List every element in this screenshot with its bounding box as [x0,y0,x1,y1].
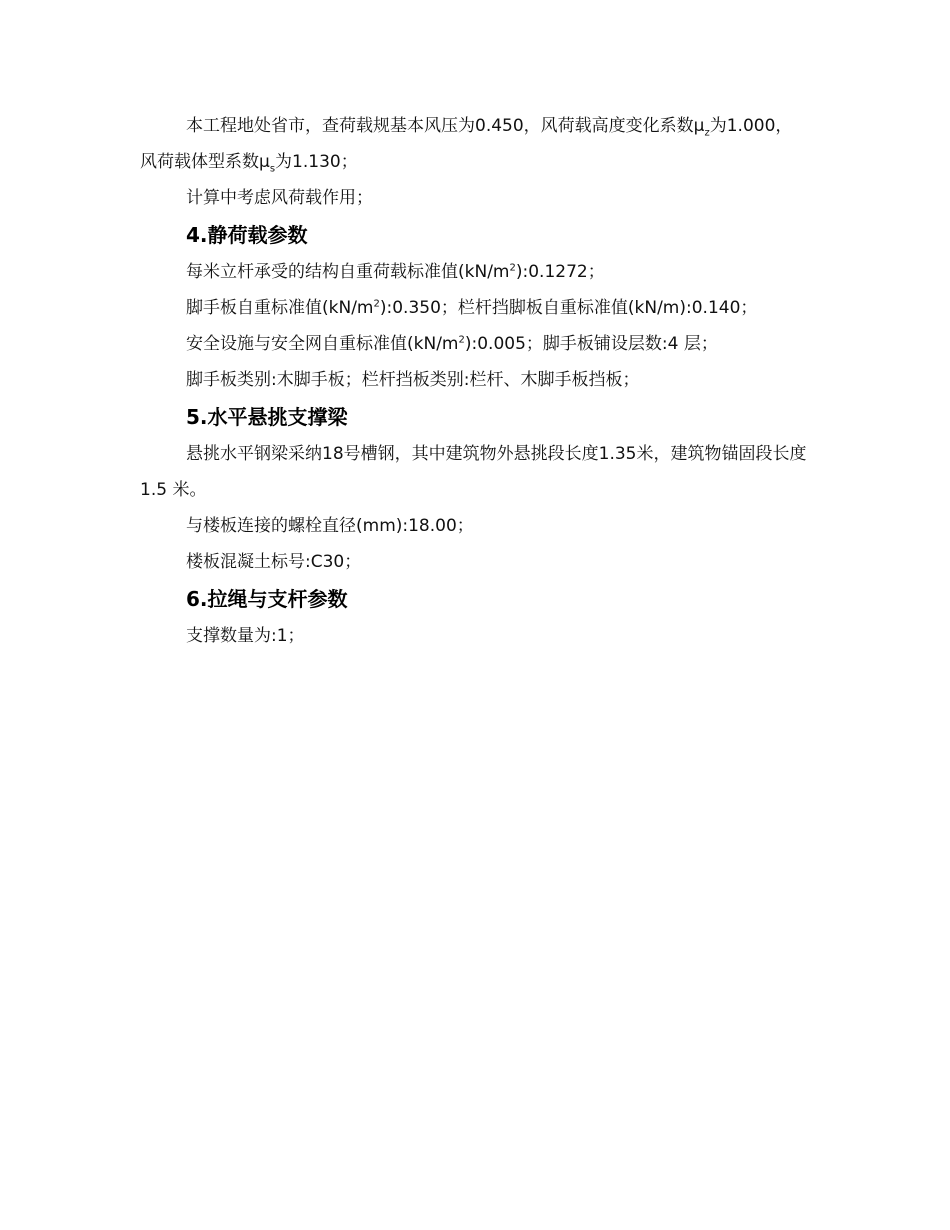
wind-load-note: 计算中考虑风荷载作用； [186,188,373,208]
static-load-line-1 [140,254,808,290]
wind-text-1: 本工程地处省市，查荷载规基本风压为0.450，风荷载高度变化系数μ [186,116,705,136]
document-body [140,108,808,654]
beam-line-1: 悬挑水平钢梁采纳18号槽钢，其中建筑物外悬挑段长度1.35米，建筑物锚固段长度 1.5 米。 [140,444,807,500]
static-load-line-2-text-b: ):0.350；栏杆挡脚板自重标准值(kN/m):0.140； [379,298,758,318]
wind-text-3: 为1.130； [275,152,358,172]
static-load-line-2 [140,290,808,326]
rope-heading: 6.拉绳与支杆参数 [186,587,348,611]
beam-heading: 5.水平悬挑支撑梁 [186,405,348,429]
mu-s-subscript: s [269,163,276,175]
beam-line-2: 与楼板连接的螺栓直径(mm):18.00； [186,516,474,536]
squared-superscript: 2 [509,262,516,274]
static-load-line-4: 脚手板类别:木脚手板；栏杆挡板类别:栏杆、木脚手板挡板； [186,370,640,390]
static-load-line-1-text-b: ):0.1272； [515,262,605,282]
mu-z-subscript: z [704,127,710,139]
squared-superscript: 2 [458,334,465,346]
static-load-line-3-text-a: 安全设施与安全网自重标准值(kN/m [186,334,459,354]
rope-line-1: 支撑数量为:1； [186,626,305,646]
static-load-line-1-text-a: 每米立杆承受的结构自重荷载标准值(kN/m [186,262,510,282]
wind-pressure-paragraph [140,108,808,180]
static-load-heading: 4.静荷载参数 [186,223,308,247]
beam-line-3: 楼板混凝土标号:C30； [186,552,362,572]
wind-text-2: 为1.000，风荷载体型系数μ [140,116,793,172]
static-load-line-3-text-b: ):0.005；脚手板铺设层数:4 层； [464,334,718,354]
static-load-line-2-text-a: 脚手板自重标准值(kN/m [186,298,374,318]
squared-superscript: 2 [373,298,380,310]
static-load-line-3 [140,326,808,362]
